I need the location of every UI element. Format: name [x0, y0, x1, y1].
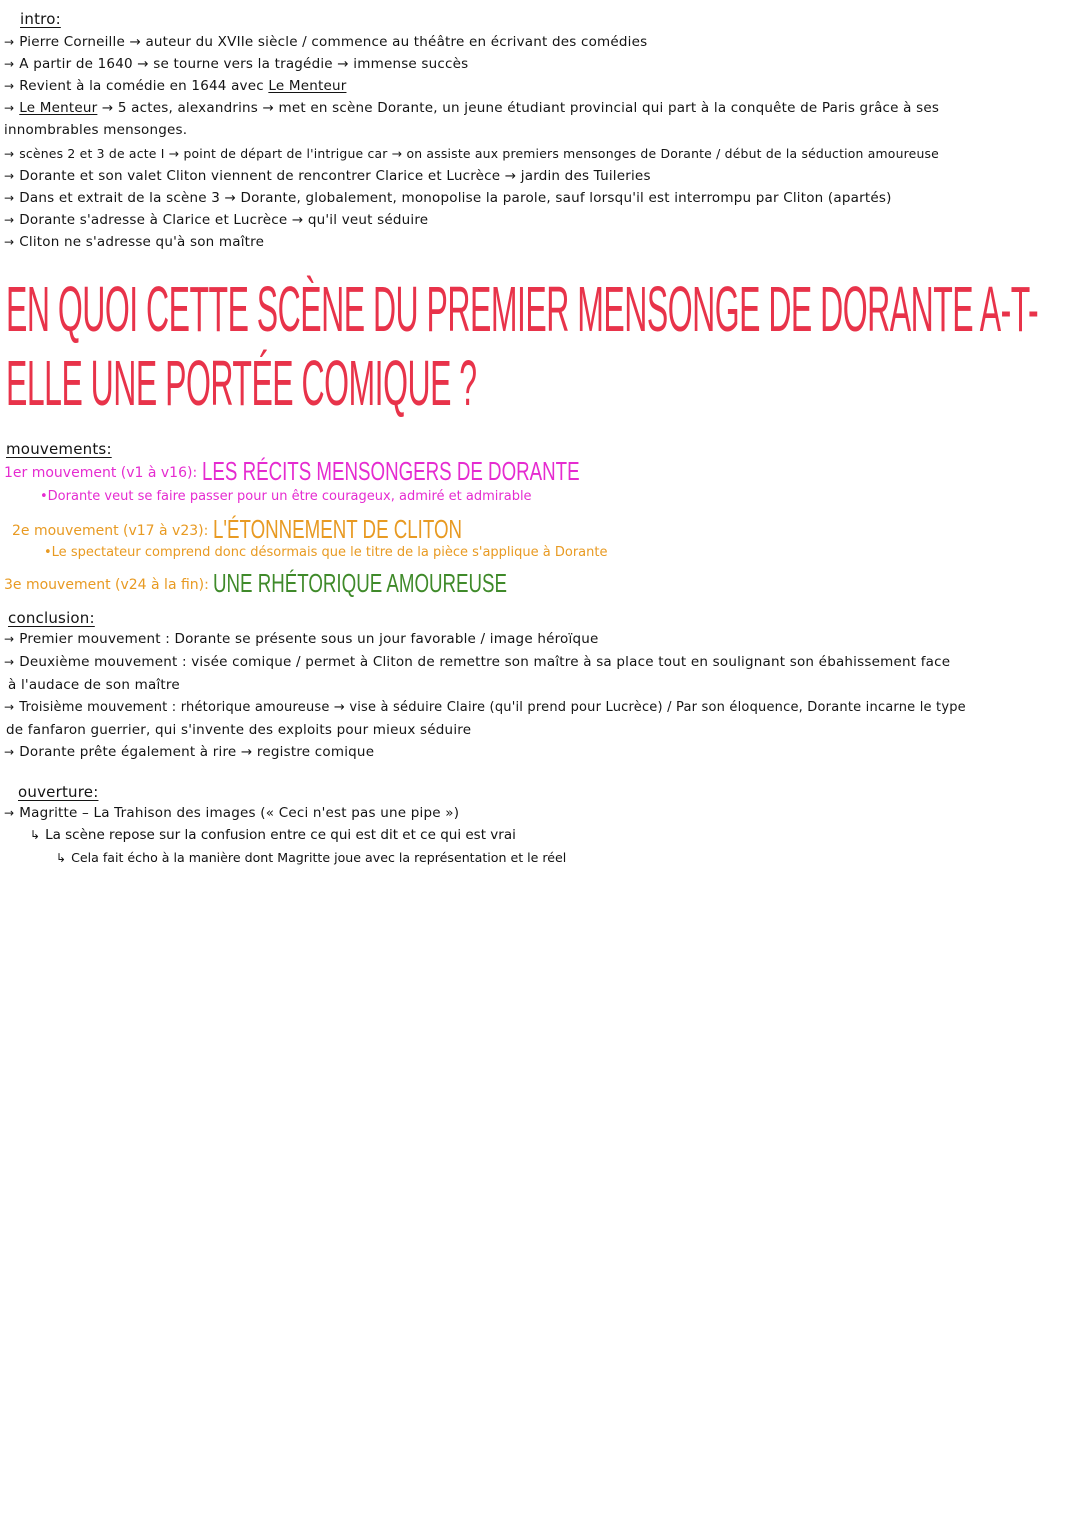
problematique-line-1: EN QUOI CETTE SCÈNE DU PREMIER MENSONGE DE DORANTE A-T- [6, 273, 1039, 345]
movement-3 [4, 568, 622, 599]
ouverture-line-3: ↳ Cela fait écho à la manière dont Magritte joue avec la représentation et le réel [56, 850, 567, 865]
arrow-right-icon: → [4, 147, 15, 161]
work-title: Le Menteur [19, 100, 98, 116]
arrow-right-icon: → [4, 213, 15, 227]
arrow-right-icon: → [4, 57, 15, 71]
intro-line-1: → Pierre Corneille → auteur du XVIIe siècle / commence au théâtre en écrivant des comédies [4, 34, 648, 50]
arrow-right-icon: → [4, 806, 15, 820]
intro-heading: intro: [20, 10, 61, 28]
arrow-right-icon: → [4, 79, 15, 93]
intro-line-8: → Dans et extrait de la scène 3 → Dorante, globalement, monopolise la parole, sauf lorsqu'il est interrompu par Cliton (apartés) [4, 190, 892, 206]
conclusion-line-1: → Premier mouvement : Dorante se présente sous un jour favorable / image héroïque [4, 631, 599, 647]
intro-line-4: → Le Menteur → 5 actes, alexandrins → met en scène Dorante, un jeune étudiant provincial qui part à la conquête de Paris grâce à ses [4, 100, 940, 116]
intro-line-6: → scènes 2 et 3 de acte I → point de départ de l'intrigue car → on assiste aux premiers mensonges de Dorante / début de la séduction amoureuse [4, 146, 940, 161]
intro-line-2: → A partir de 1640 → se tourne vers la tragédie → immense succès [4, 56, 469, 72]
return-arrow-icon: ↳ [56, 851, 67, 865]
intro-line-3: → Revient à la comédie en 1644 avec Le Menteur [4, 78, 347, 94]
movement-3-label: 3e mouvement (v24 à la fin): [4, 577, 209, 593]
arrow-right-icon: → [4, 745, 15, 759]
movement-2 [12, 514, 559, 545]
movement-3-title: UNE RHÉTORIQUE AMOUREUSE [213, 568, 508, 598]
arrow-right-icon: → [4, 101, 15, 115]
intro-line-5: innombrables mensonges. [4, 122, 188, 138]
movement-2-title: L'ÉTONNEMENT DE CLITON [212, 514, 462, 544]
ouverture-line-1: → Magritte – La Trahison des images (« Ceci n'est pas une pipe ») [4, 805, 460, 821]
conclusion-line-5: de fanfaron guerrier, qui s'invente des exploits pour mieux séduire [6, 722, 472, 738]
intro-line-9: → Dorante s'adresse à Clarice et Lucrèce → qu'il veut séduire [4, 212, 429, 228]
conclusion-heading: conclusion: [8, 609, 95, 627]
arrow-right-icon: → [4, 632, 15, 646]
intro-line-7: → Dorante et son valet Cliton viennent de rencontrer Clarice et Lucrèce → jardin des Tuileries [4, 168, 651, 184]
movement-2-label: 2e mouvement (v17 à v23): [12, 523, 209, 539]
movement-2-bullet: •Le spectateur comprend donc désormais que le titre de la pièce s'applique à Dorante [44, 545, 608, 560]
mouvements-heading: mouvements: [6, 440, 112, 458]
conclusion-line-2: → Deuxième mouvement : visée comique / permet à Cliton de remettre son maître à sa place tout en soulignant son ébahissement face [4, 654, 951, 670]
movement-1-label: 1er mouvement (v1 à v16): [4, 465, 198, 481]
problematique-line-2: ELLE UNE PORTÉE COMIQUE ? [6, 347, 477, 419]
arrow-right-icon: → [4, 700, 15, 714]
intro-line-10: → Cliton ne s'adresse qu'à son maître [4, 234, 265, 250]
arrow-right-icon: → [4, 35, 15, 49]
movement-1-bullet: •Dorante veut se faire passer pour un être courageux, admiré et admirable [40, 489, 532, 504]
movement-1 [4, 456, 726, 487]
conclusion-line-6: → Dorante prête également à rire → registre comique [4, 744, 375, 760]
arrow-right-icon: → [4, 169, 15, 183]
return-arrow-icon: ↳ [30, 828, 41, 842]
movement-1-title: LES RÉCITS MENSONGERS DE DORANTE [201, 456, 580, 486]
arrow-right-icon: → [4, 235, 15, 249]
ouverture-heading: ouverture: [18, 783, 99, 801]
conclusion-line-3: à l'audace de son maître [8, 677, 180, 693]
work-title: Le Menteur [268, 78, 347, 94]
ouverture-line-2: ↳ La scène repose sur la confusion entre ce qui est dit et ce qui est vrai [30, 827, 516, 843]
conclusion-line-4: → Troisième mouvement : rhétorique amoureuse → vise à séduire Claire (qu'il prend pour Lucrèce) / Par son éloquence, Dorante incarne le type [4, 700, 966, 715]
arrow-right-icon: → [4, 191, 15, 205]
arrow-right-icon: → [4, 655, 15, 669]
